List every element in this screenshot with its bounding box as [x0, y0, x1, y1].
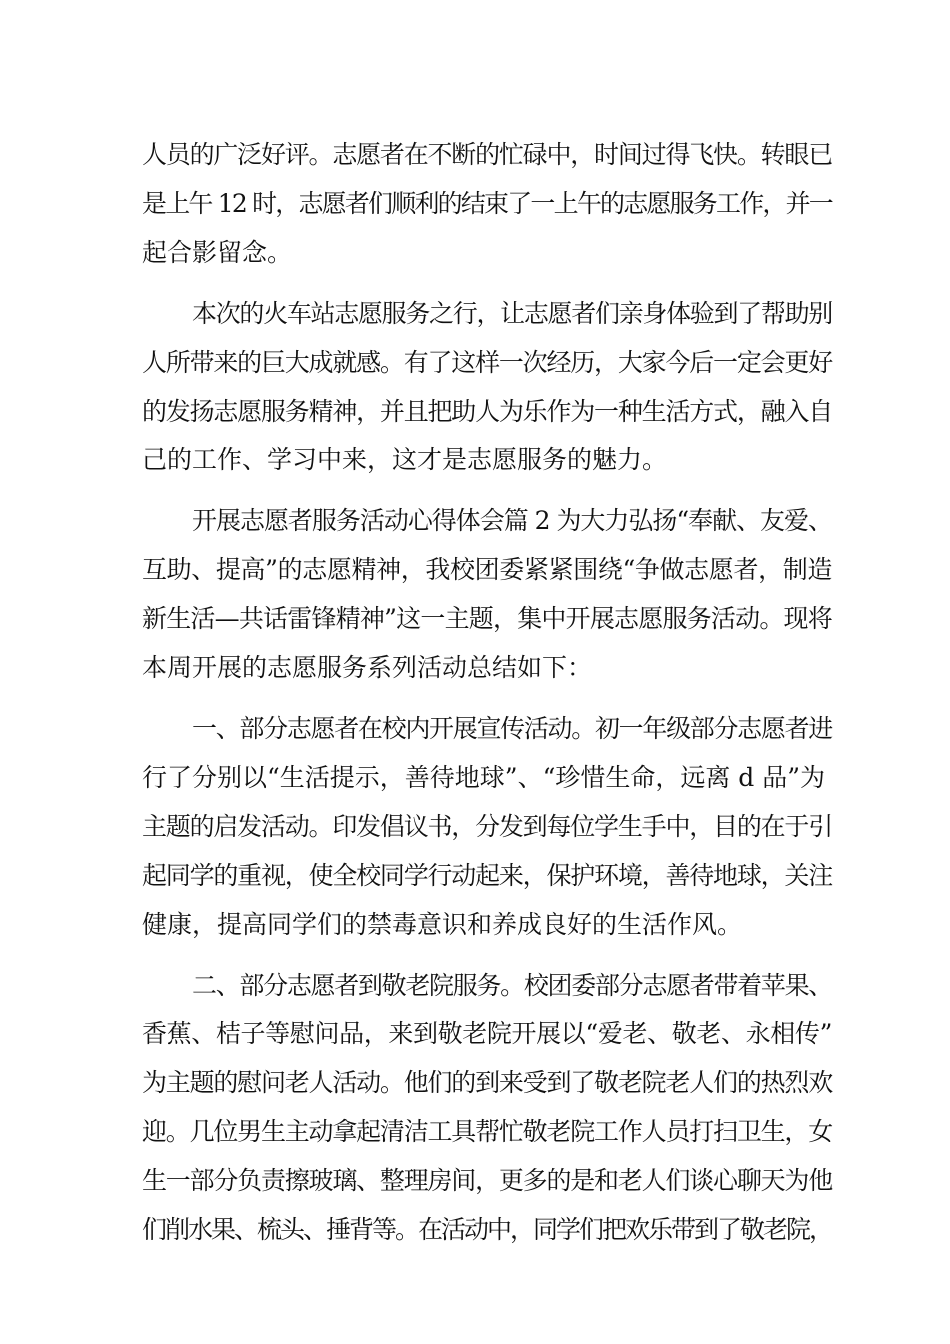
- paragraph-2: [142, 290, 832, 486]
- text-line: 主题的启发活动。印发倡议书，分发到每位学生手中，目的在于引: [142, 811, 832, 841]
- text-line: 开展志愿者服务活动心得体会篇 2 为大力弘扬“奉献、友爱、: [192, 506, 832, 536]
- text-line: 是上午 12 时，志愿者们顺利的结束了一上午的志愿服务工作，并一: [142, 188, 832, 218]
- text-line: 香蕉、桔子等慰问品，来到敬老院开展以“爱老、敬老、永相传”: [142, 1019, 832, 1049]
- text-line: 一、部分志愿者在校内开展宣传活动。初一年级部分志愿者进: [192, 713, 832, 743]
- text-line: 的发扬志愿服务精神，并且把助人为乐作为一种生活方式，融入自: [142, 396, 832, 426]
- text-line: 己的工作、学习中来，这才是志愿服务的魅力。: [142, 445, 668, 475]
- paragraph-1: [142, 131, 832, 278]
- text-line: 本周开展的志愿服务系列活动总结如下：: [142, 653, 593, 683]
- text-line: 为主题的慰问老人活动。他们的到来受到了敬老院老人们的热烈欢: [142, 1068, 832, 1098]
- paragraph-4: [142, 705, 832, 950]
- paragraph-5: [142, 962, 832, 1255]
- text-line: 行了分别以“生活提示，善待地球”、“珍惜生命，远离 d 品”为: [142, 762, 826, 792]
- text-line: 二、部分志愿者到敬老院服务。校团委部分志愿者带着苹果、: [192, 970, 832, 1000]
- text-line: 们削水果、梳头、捶背等。在活动中，同学们把欢乐带到了敬老院，: [142, 1215, 832, 1245]
- text-line: 人所带来的巨大成就感。有了这样一次经历，大家今后一定会更好: [142, 347, 832, 377]
- text-line: 生一部分负责擦玻璃、整理房间，更多的是和老人们谈心聊天为他: [142, 1166, 832, 1196]
- text-line: 人员的广泛好评。志愿者在不断的忙碌中，时间过得飞快。转眼已: [142, 140, 832, 169]
- paragraph-3: [142, 497, 832, 693]
- text-line: 迎。几位男生主动拿起清洁工具帮忙敬老院工作人员打扫卫生，女: [142, 1117, 832, 1147]
- text-line: 新生活—共话雷锋精神”这一主题，集中开展志愿服务活动。现将: [142, 604, 832, 634]
- document-body: [142, 131, 832, 1255]
- text-line: 本次的火车站志愿服务之行，让志愿者们亲身体验到了帮助别: [192, 298, 832, 328]
- text-line: 起同学的重视，使全校同学行动起来，保护环境，善待地球，关注: [142, 860, 832, 890]
- text-line: 健康，提高同学们的禁毒意识和养成良好的生活作风。: [142, 909, 743, 939]
- text-line: 起合影留念。: [142, 237, 293, 267]
- text-line: 互助、提高”的志愿精神，我校团委紧紧围绕“争做志愿者，制造: [142, 555, 832, 585]
